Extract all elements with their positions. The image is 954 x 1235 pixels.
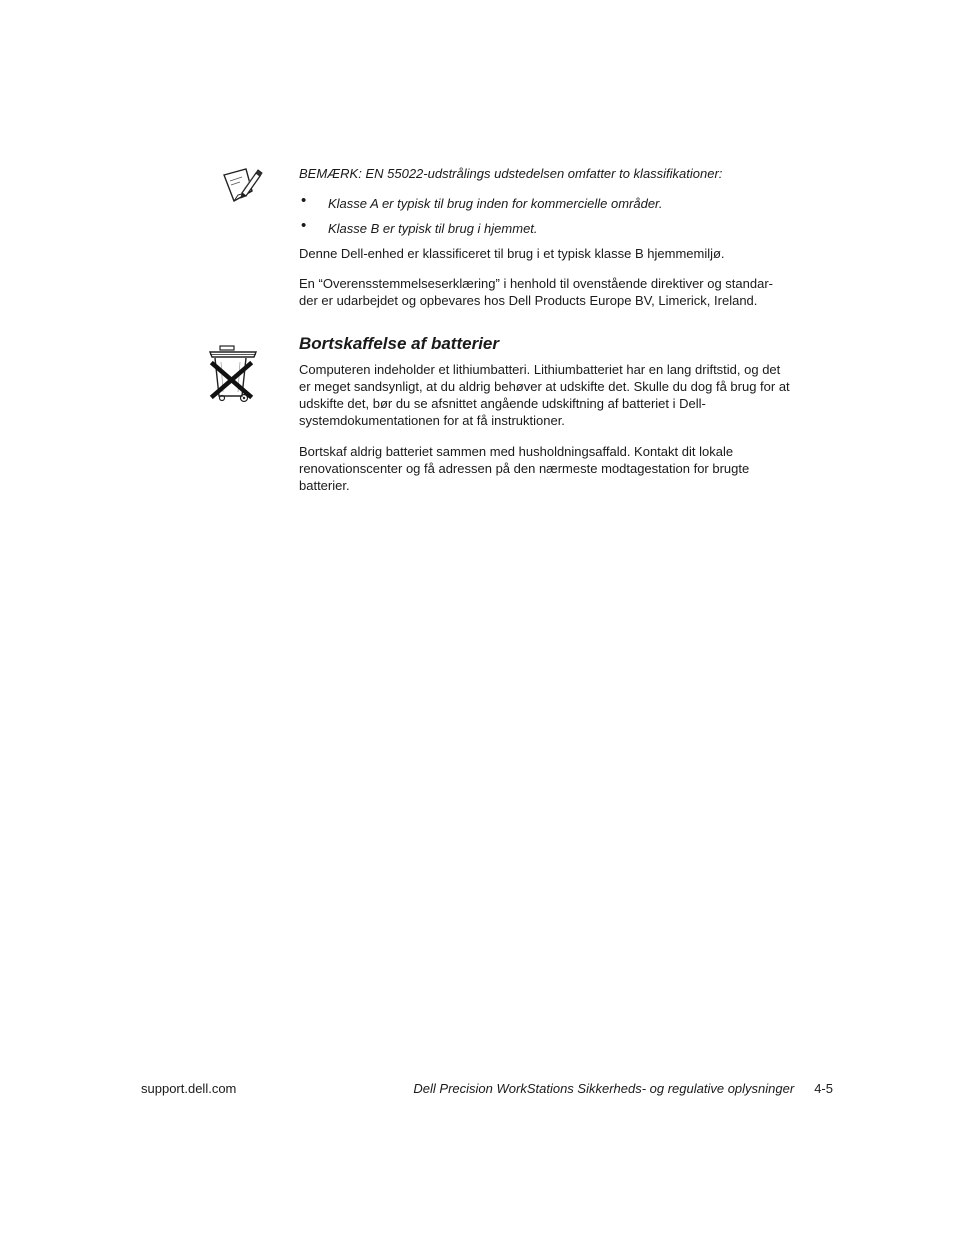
list-item-text: Klasse A er typisk til brug inden for kommercielle områder. bbox=[328, 196, 663, 211]
paragraph-line: udskifte det, bør du se afsnittet angående udskiftning af batteriet i Dell- bbox=[299, 396, 706, 411]
note-pencil-icon bbox=[220, 165, 266, 205]
battery-paragraph-1 bbox=[299, 361, 833, 429]
battery-paragraph-2 bbox=[299, 443, 833, 494]
paragraph-line: En “Overensstemmelseserklæring” i henhold til ovenstående direktiver og standar- bbox=[299, 276, 773, 291]
crossed-out-bin-icon bbox=[206, 344, 260, 404]
bullet-symbol: • bbox=[301, 217, 307, 234]
page-number: 4-5 bbox=[814, 1081, 833, 1096]
footer-website: support.dell.com bbox=[141, 1081, 237, 1096]
paragraph-line: batterier. bbox=[299, 478, 350, 493]
paragraph-line: Computeren indeholder et lithiumbatteri. Lithiumbatteriet har en lang driftstid, og det bbox=[299, 362, 781, 377]
list-item-text: Klasse B er typisk til brug i hjemmet. bbox=[328, 221, 538, 236]
paragraph-line: systemdokumentationen for at få instruktioner. bbox=[299, 413, 565, 428]
paragraph-line: Bortskaf aldrig batteriet sammen med husholdningsaffald. Kontakt dit lokale bbox=[299, 444, 734, 459]
paragraph-line: er meget sandsynligt, at du aldrig behøver at udskifte det. Skulle du dog få brug for at bbox=[299, 379, 790, 394]
bullet-symbol: • bbox=[301, 192, 307, 209]
paragraph-line: renovationscenter og få adressen på den nærmeste modtagestation for brugte bbox=[299, 461, 750, 476]
declaration-paragraph bbox=[299, 275, 833, 309]
note-title: BEMÆRK: EN 55022-udstrålings udstedelsen omfatter to klassifikationer: bbox=[299, 166, 723, 181]
section-heading: Bortskaffelse af batterier bbox=[299, 334, 499, 353]
paragraph-line: Denne Dell-enhed er klassificeret til brug i et typisk klasse B hjemmemiljø. bbox=[299, 246, 725, 261]
footer-doc-info bbox=[413, 1080, 833, 1097]
paragraph-line: der er udarbejdet og opbevares hos Dell Products Europe BV, Limerick, Ireland. bbox=[299, 293, 758, 308]
classification-paragraph bbox=[299, 245, 833, 262]
footer-doc-title: Dell Precision WorkStations Sikkerheds- og regulative oplysninger bbox=[413, 1081, 795, 1096]
